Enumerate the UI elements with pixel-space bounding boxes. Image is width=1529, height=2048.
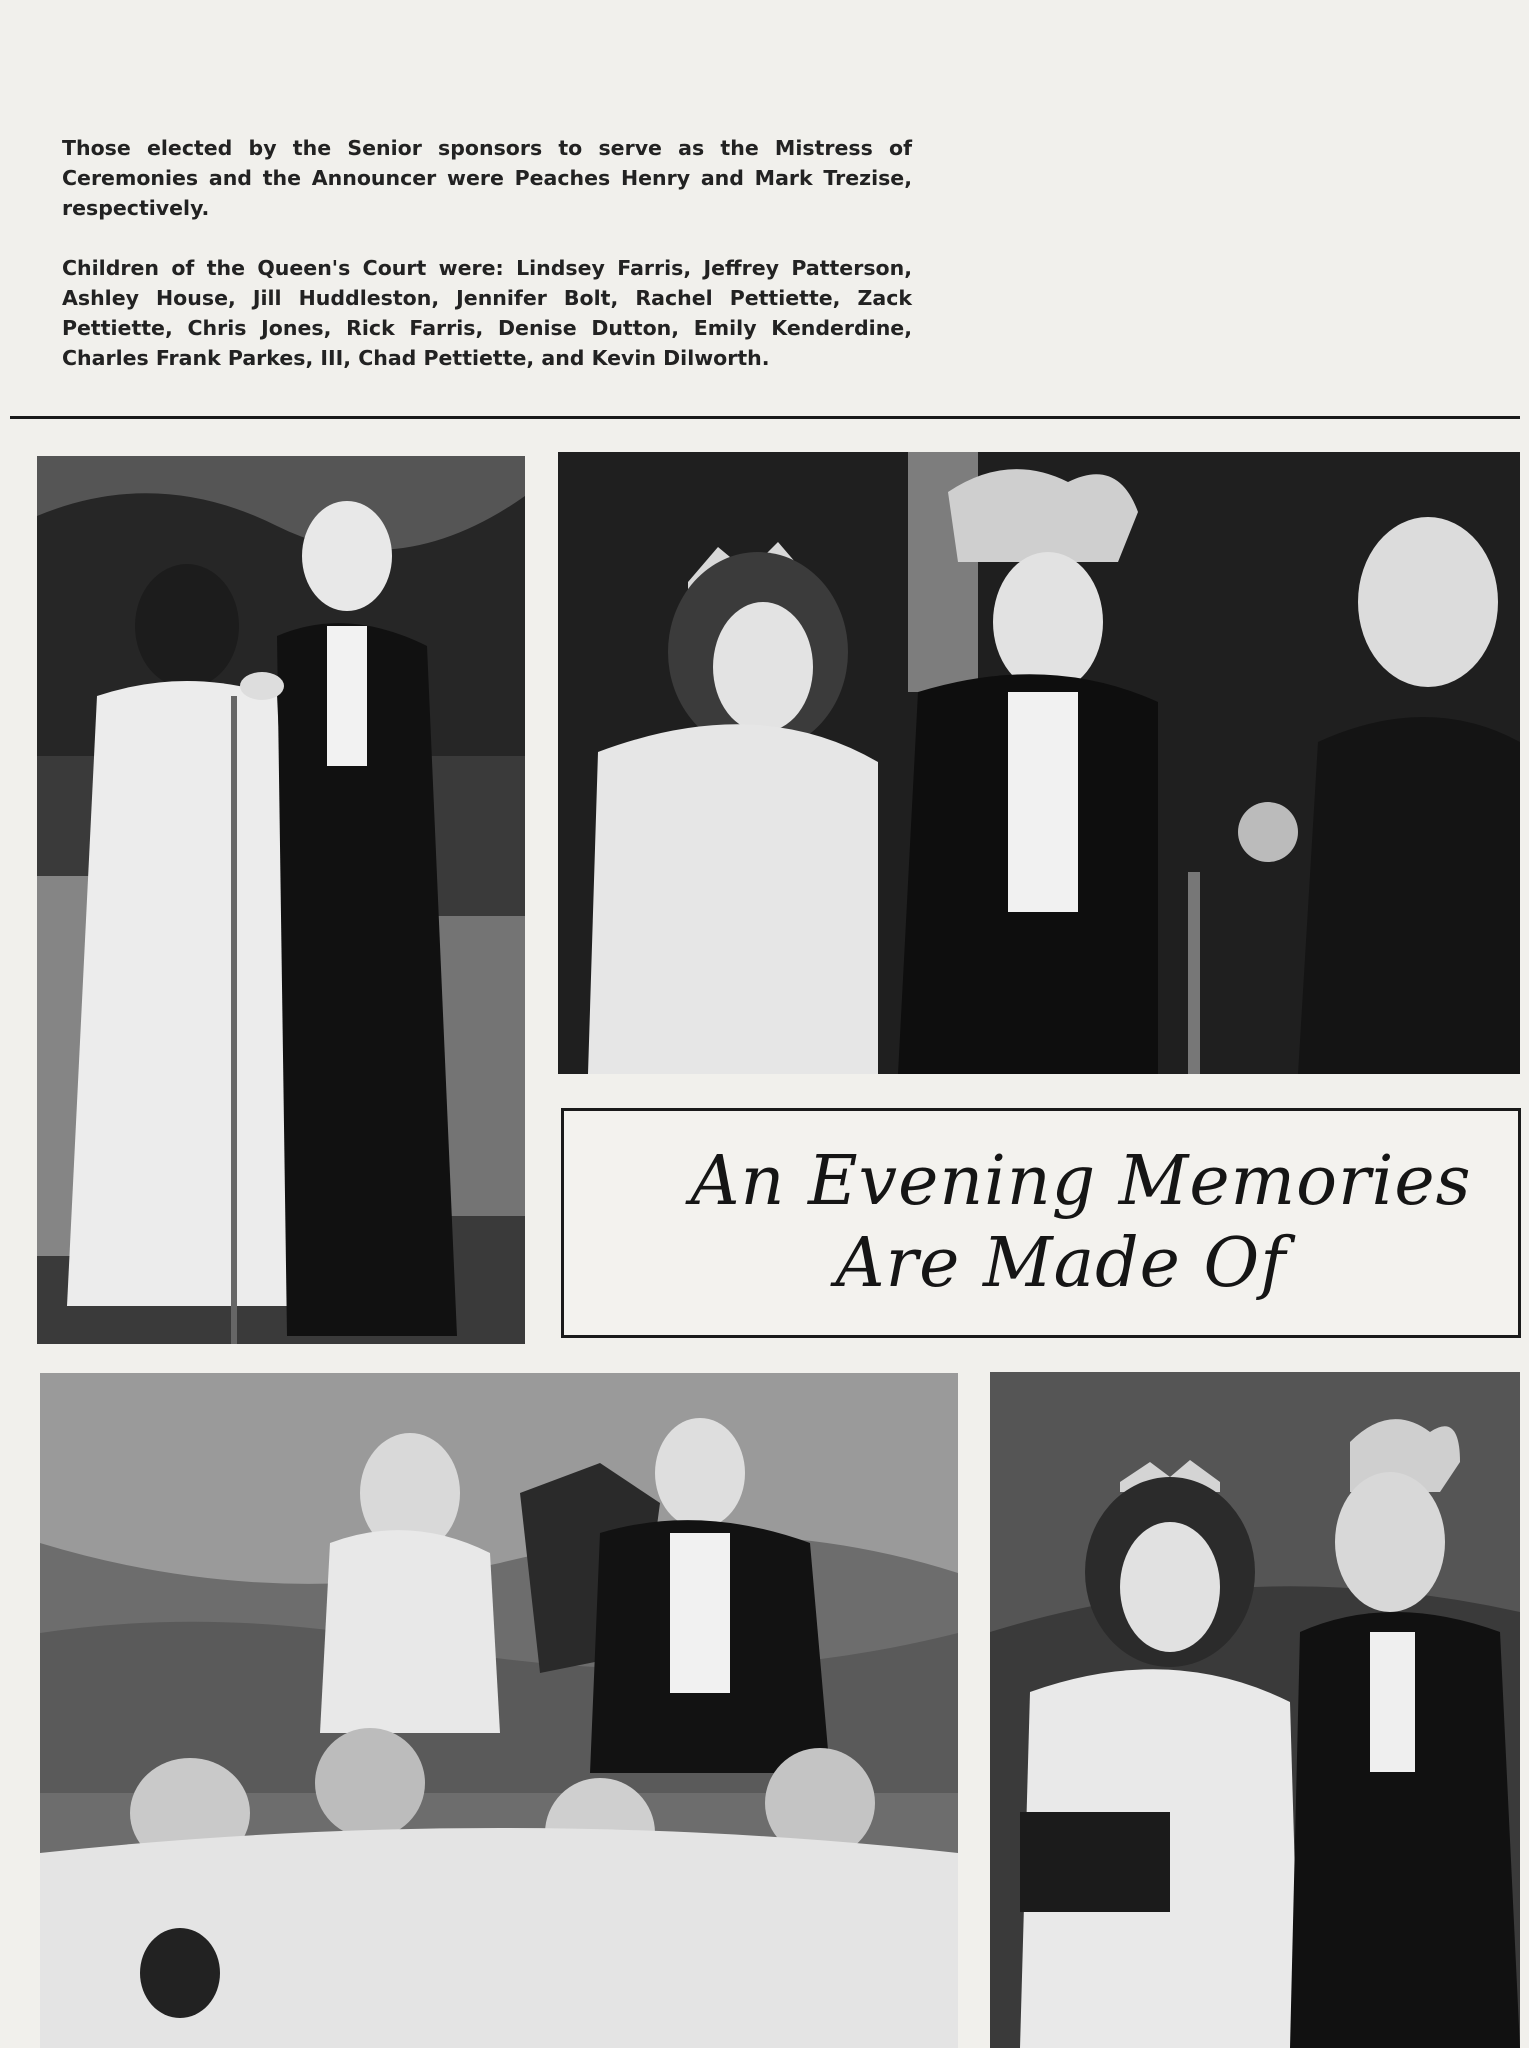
intro-paragraph-1: Those elected by the Senior sponsors to serve as the Mistress of Ceremonies and the Announcer were Peaches Henry and Mark Trezise, respectively. [62,136,912,220]
photo-emcee-announcer [37,456,525,1344]
feature-title-line-2: Are Made Of [835,1224,1287,1303]
intro-text [62,133,912,403]
feature-title-line-1: An Evening Memories [690,1142,1472,1221]
intro-paragraph-2: Children of the Queen's Court were: Lindsey Farris, Jeffrey Patterson, Ashley House, Jill Huddleston, Jennifer Bolt, Rachel Pettiette, Zack Pettiette, Chris Jones, Rick Farris, Denise Dutton, Emily Kenderdine, Charles Frank Parkes, III, Chad Pettiette, and Kevin Dilworth. [62,256,912,370]
photo-queen-king [990,1372,1520,2048]
feature-title-box [561,1108,1521,1338]
horizontal-rule [10,416,1520,419]
photo-royal-court-children [40,1373,958,2048]
photo-crowning [558,452,1520,1074]
